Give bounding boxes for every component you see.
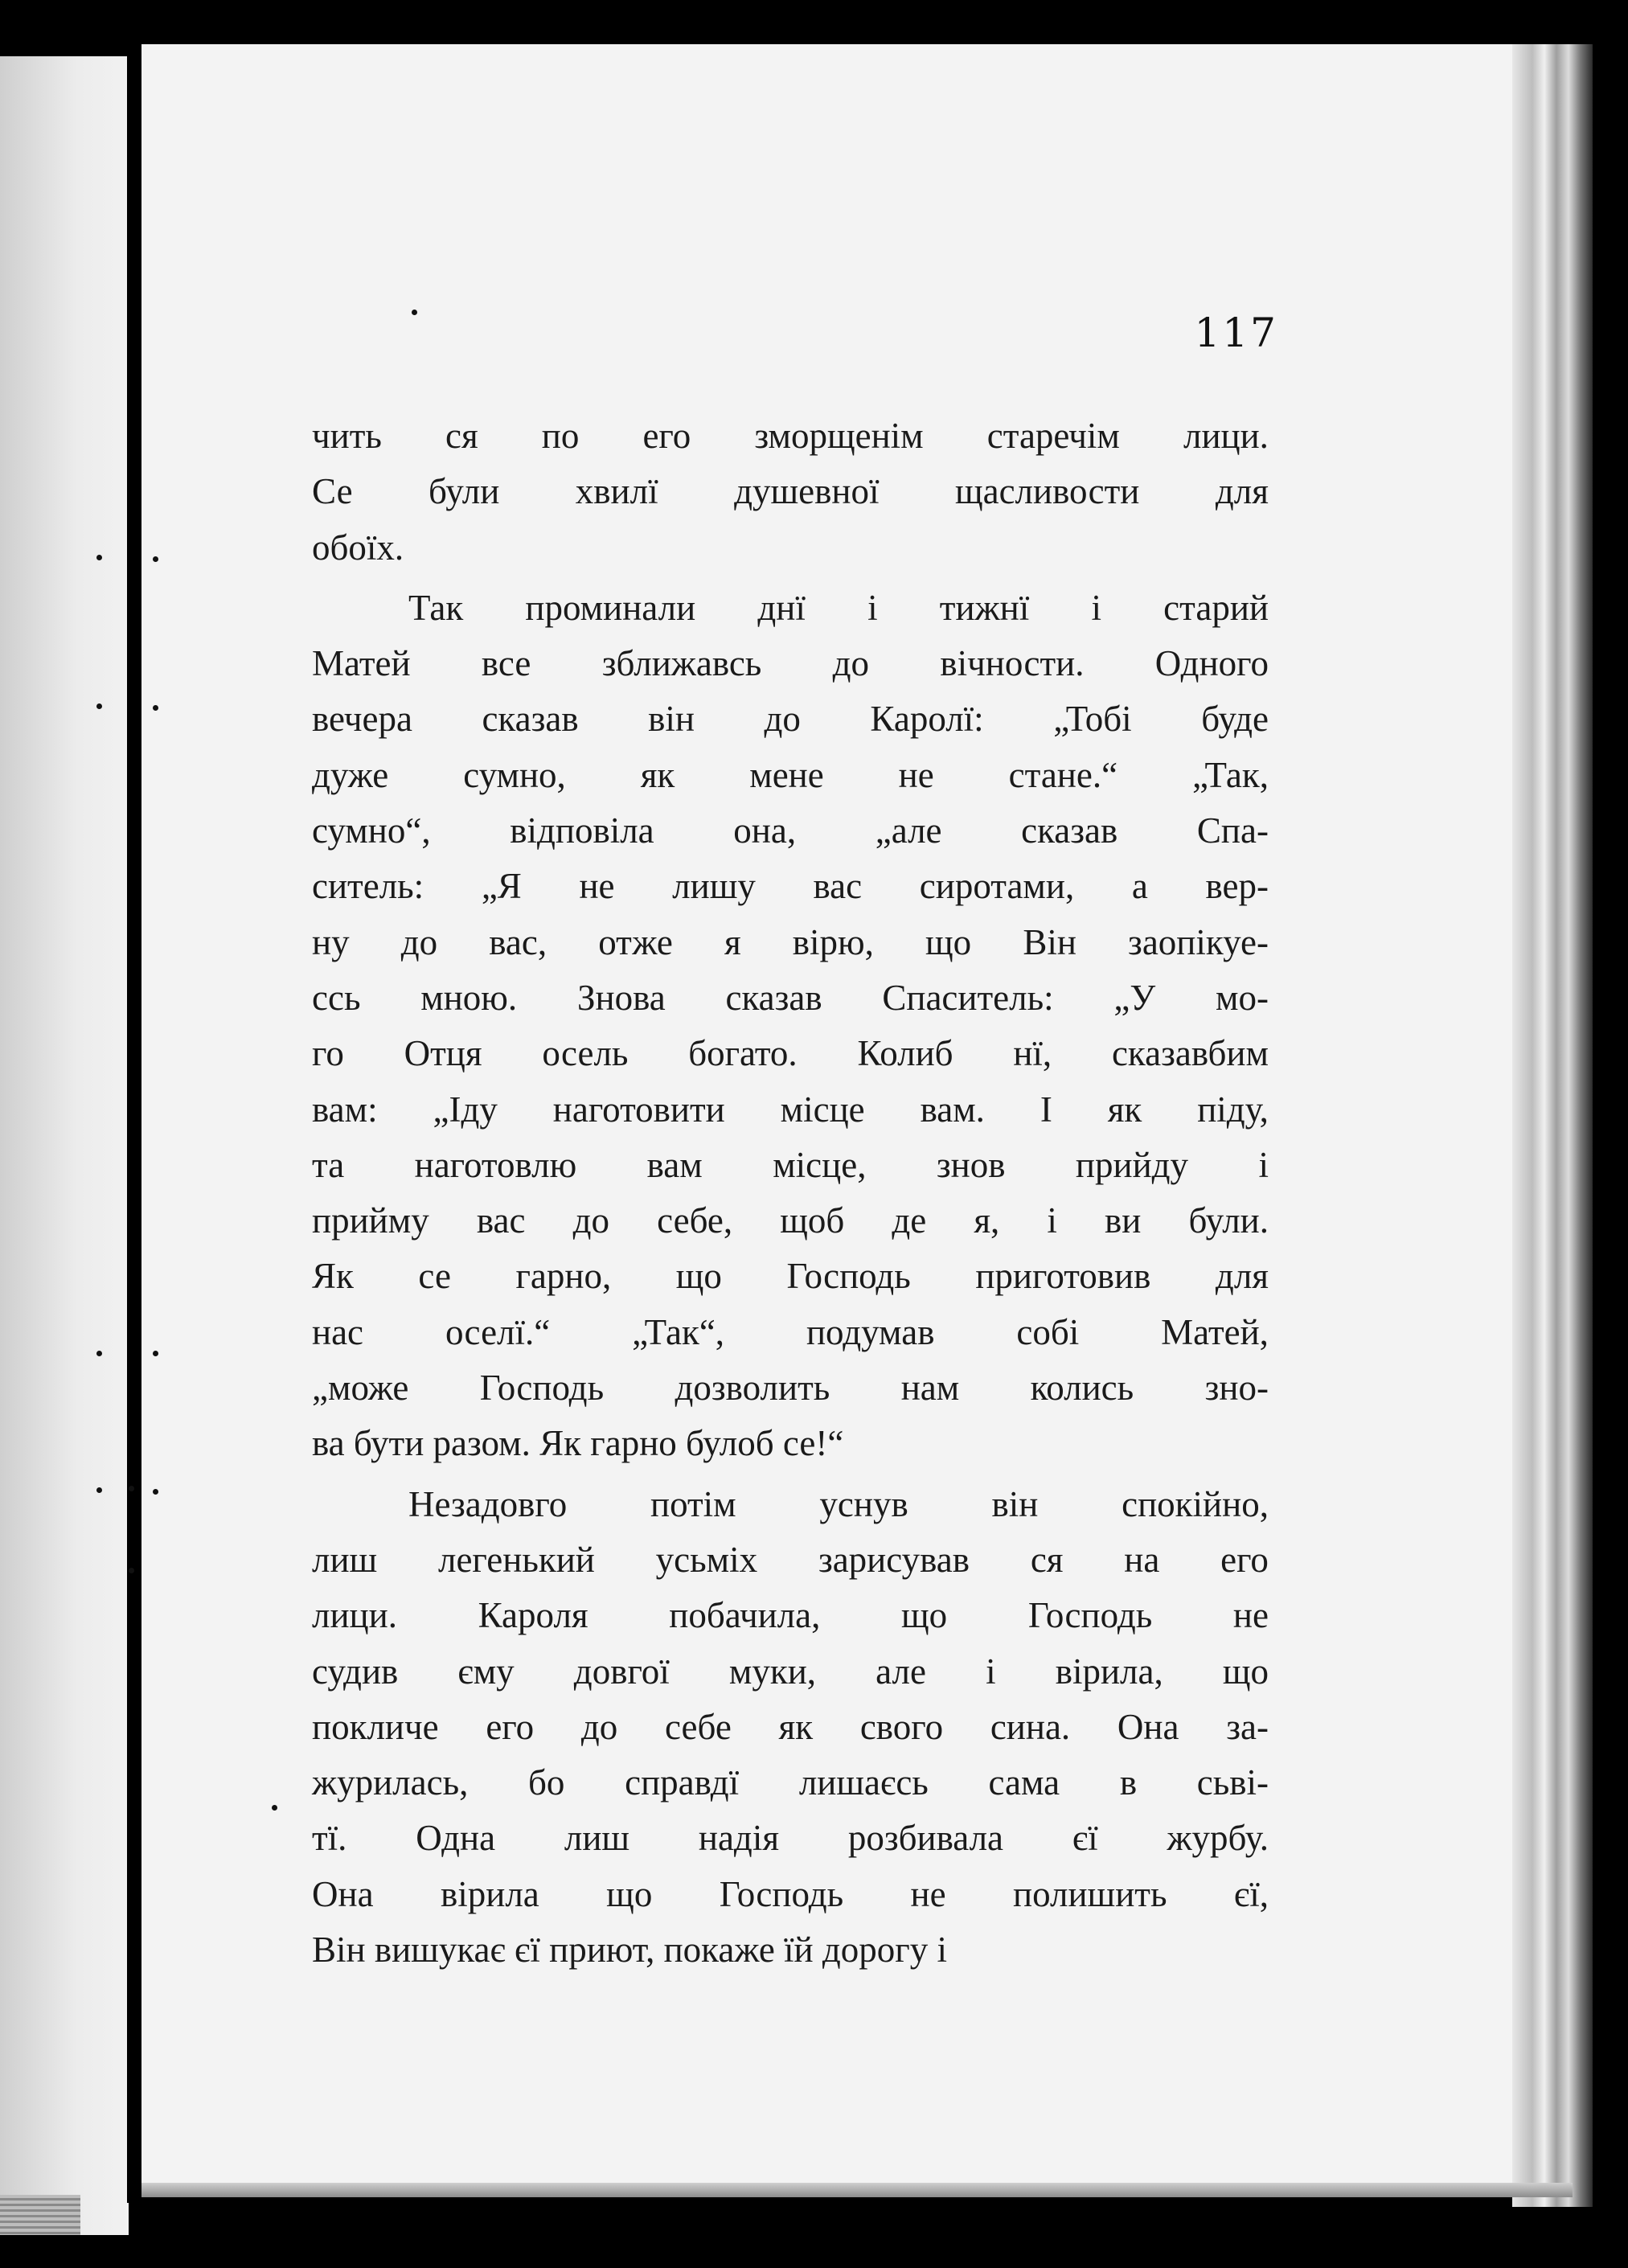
text-line: вам: „Іду наготовити місце вам. І як піду,	[312, 1089, 1269, 1130]
text-line: лици. Кароля побачила, що Господь не	[312, 1595, 1269, 1636]
text-line: Се були хвилї душевної щасливости для	[312, 471, 1269, 512]
margin-speck	[272, 1805, 277, 1811]
text-line: ссь мною. Знова сказав Спаситель: „У мо-	[312, 977, 1269, 1018]
text-line: Так проминали днї і тижнї і старий	[408, 587, 1269, 628]
text-line: покличе его до себе як свого сина. Она за-	[312, 1706, 1269, 1747]
text-line: го Отця осель богато. Колиб нї, сказавбим	[312, 1033, 1269, 1074]
text-line: лиш легенький усьміх зарисував ся на его	[312, 1539, 1269, 1580]
page-number: 117	[1194, 310, 1278, 356]
margin-speck	[412, 310, 417, 315]
text-line: чить ся по его зморщенім старечім лици.	[312, 416, 1269, 456]
margin-speck	[153, 705, 158, 711]
text-line: обоїх.	[312, 527, 404, 568]
text-line: Она вірила що Господь не полишить єї,	[312, 1873, 1269, 1914]
margin-speck	[153, 1489, 158, 1495]
text-line: Матей все зближавсь до вічности. Одного	[312, 643, 1269, 684]
text-line: прийму вас до себе, щоб де я, і ви були.	[312, 1200, 1269, 1241]
margin-speck	[96, 1351, 102, 1356]
text-line: Як се гарно, що Господь приготовив для	[312, 1256, 1269, 1297]
margin-speck	[96, 1487, 102, 1493]
text-line: ва бути разом. Як гарно булоб се!“	[312, 1423, 844, 1464]
margin-speck	[129, 1486, 134, 1491]
text-line: „може Господь дозволить нам колись зно-	[312, 1368, 1269, 1409]
margin-speck	[153, 1351, 158, 1356]
text-line: та наготовлю вам місце, знов прийду і	[312, 1144, 1269, 1185]
text-line: сумно“, відповіла она, „але сказав Спа-	[312, 810, 1269, 851]
text-line: ситель: „Я не лишу вас сиротами, а вер-	[312, 866, 1269, 907]
text-line: Незадовго потім уснув він спокійно,	[408, 1483, 1269, 1524]
margin-speck	[153, 556, 158, 562]
text-line: журилась, бо справдї лишаєсь сама в сьві-	[312, 1762, 1269, 1803]
text-line: нас оселї.“ „Так“, подумав собі Матей,	[312, 1311, 1269, 1352]
text-line: судив єму довгої муки, але і вірила, що	[312, 1651, 1269, 1692]
margin-speck	[96, 703, 102, 709]
text-line: Він вишукає єї приют, покаже їй дорогу і	[312, 1930, 947, 1971]
text-line: ну до вас, отже я вірю, що Він заопікуе-	[312, 921, 1269, 962]
body-text	[312, 408, 1269, 1978]
margin-speck	[129, 1568, 134, 1573]
text-line: вечера сказав він до Каролї: „Тобі буде	[312, 699, 1269, 740]
margin-speck	[96, 555, 102, 560]
text-line: дуже сумно, як мене не стане.“ „Так,	[312, 754, 1269, 795]
text-line: тї. Одна лиш надія розбивала єї журбу.	[312, 1818, 1269, 1859]
